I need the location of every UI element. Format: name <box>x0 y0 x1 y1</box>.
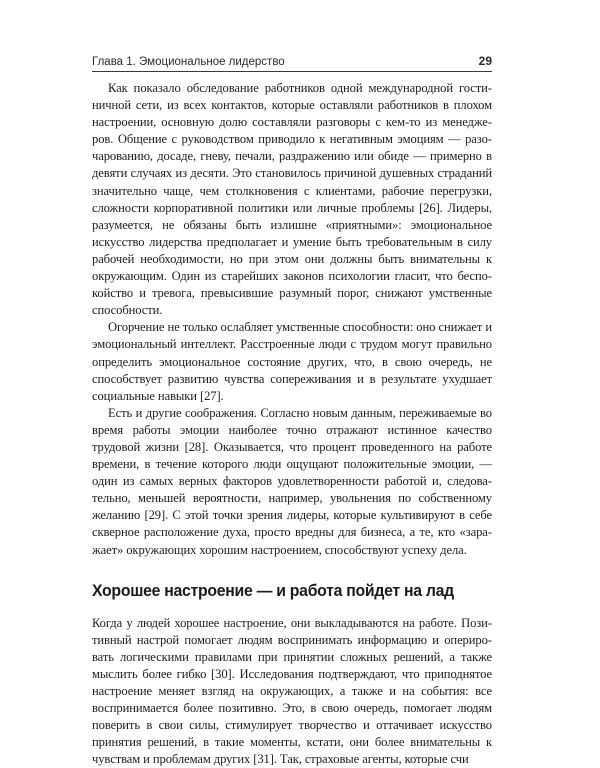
paragraph-1: Как показало обследование работников одной международной гостиничной сети, из всех контактов, которые оставляли работников в плохом настроении, основную долю составляли разговоры с кем-то из менеджеров. Общение с руководством приводило к негативным эмоциям — разочарованию, досаде, гневу, печали, раздражению или обиде — примерно в девяти случаях из десяти. Это становилось причиной душевных страданий значительно чаще, чем столкновения с клиентами, рабочие перегрузки, сложности корпоративной политики или личные проблемы [26]. Лидеры, разумеется, не обязаны быть излишне «приятными»: эмоциональное искусство лидерства предполагает и умение быть требовательным в силу рабочей необходимости, но при этом они должны быть внимательны к окружающим. Один из старейших законов психологии гласит, что беспокойство и тревога, превысившие разумный порог, снижают умственные способности. <box>92 81 492 318</box>
chapter-title: Глава 1. Эмоциональное лидерство <box>92 56 285 68</box>
paragraph-2: Огорчение не только ослабляет умственные способности: оно снижает и эмоциональный интеллект. Расстроенные люди с трудом могут правильно определить эмоциональное состояние других, что, в свою очередь, не способствует развитию чувства сопереживания и в результате ухудшает социальные навыки [27]. <box>92 320 492 403</box>
section-heading: Хорошее настроение — и работа пойдет на лад <box>92 580 454 600</box>
body-text <box>92 80 492 768</box>
paragraph-3: Есть и другие соображения. Согласно новым данным, переживаемые во время работы эмоции наиболее точно отражают истинное качество трудовой жизни [28]. Оказывается, что процент проведенного на работе времени, в течение которого люди ощущают положительные эмоции, — один из самых верных факторов удовлетворенности работой и, следовательно, меньшей вероятности, например, увольнения по собственному желанию [29]. С этой точки зрения лидеры, которые культивируют в себе скверное расположение духа, просто вредны для бизнеса, а те, кто «заражает» окружающих хорошим настроением, способствуют успеху дела. <box>92 405 492 557</box>
header-rule <box>92 71 492 72</box>
running-header <box>92 52 492 68</box>
page-number: 29 <box>478 54 492 68</box>
section-paragraph: Когда у людей хорошее настроение, они выкладываются на работе. Позитивный настрой помогает людям воспринимать информацию и оперировать логическими правилами при принятии сложных решений, а также мыслить более гибко [30]. Исследования подтверждают, что приподнятое настроение меняет взгляд на окружающих, а также и на события: все воспринимается более позитивно. Это, в свою очередь, помогает людям поверить в свои силы, стимулирует творчество и оттачивает искусство принятия решений, в такие моменты, кстати, они более внимательны к чувствам и проблемам других [31]. Так, страховые агенты, которые счи <box>92 615 492 767</box>
